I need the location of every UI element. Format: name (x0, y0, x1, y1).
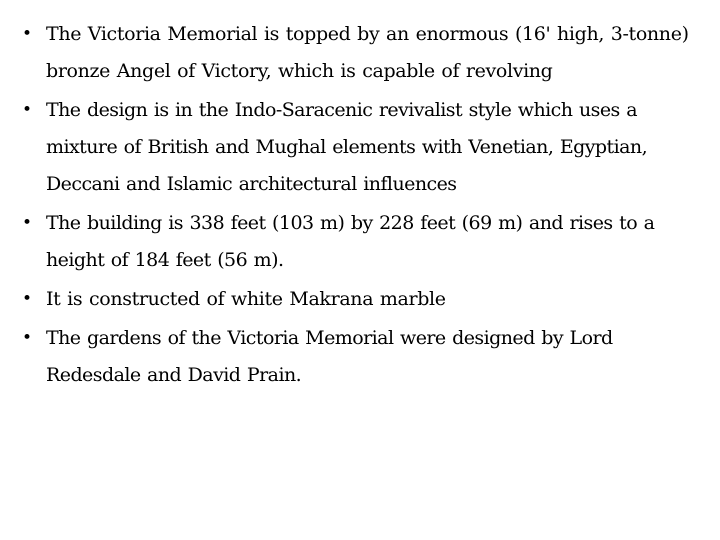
bullet-icon: • (22, 213, 32, 233)
bullet-text: The building is 338 feet (103 m) by 228 feet (69 m) and rises to a height of 184 feet (56 m). (46, 212, 655, 271)
bullet-icon: • (22, 100, 32, 120)
bullet-item-building-dimensions (18, 205, 708, 279)
bullet-icon: • (22, 328, 32, 348)
bullet-text: The Victoria Memorial is topped by an enormous (16' high, 3-tonne) bronze Angel of Victory, which is capable of revolving (46, 23, 689, 82)
bullet-text: It is constructed of white Makrana marble (46, 288, 446, 310)
bullet-list (18, 16, 708, 396)
bullet-icon: • (22, 289, 32, 309)
bullet-text: The gardens of the Victoria Memorial were designed by Lord Redesdale and David Prain. (46, 327, 613, 386)
bullet-item-angel-of-victory (18, 16, 708, 90)
bullet-item-design-style (18, 92, 708, 203)
bullet-text: The design is in the Indo-Saracenic revivalist style which uses a mixture of British and Mughal elements with Venetian, Egyptian, Deccani and Islamic architectural influences (46, 99, 648, 195)
bullet-item-construction-material (18, 281, 708, 318)
bullet-item-gardens (18, 320, 708, 394)
bullet-icon: • (22, 24, 32, 44)
